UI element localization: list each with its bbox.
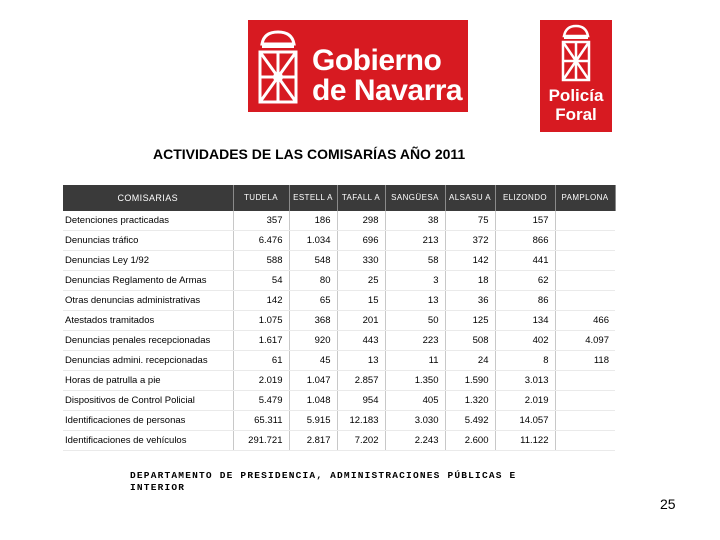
table-cell: 157 xyxy=(495,211,555,231)
table-cell: 443 xyxy=(337,331,385,351)
table-cell xyxy=(555,411,615,431)
table-cell xyxy=(555,371,615,391)
table-cell: 25 xyxy=(337,271,385,291)
table-cell: 3 xyxy=(385,271,445,291)
table-cell: 62 xyxy=(495,271,555,291)
row-label: Denuncias tráfico xyxy=(63,231,233,251)
table-cell: 38 xyxy=(385,211,445,231)
row-label: Dispositivos de Control Policial xyxy=(63,391,233,411)
table-cell: 2.019 xyxy=(495,391,555,411)
table-cell: 58 xyxy=(385,251,445,271)
table-cell: 45 xyxy=(289,351,337,371)
column-header: ESTELL A xyxy=(289,185,337,211)
table-cell xyxy=(555,271,615,291)
table-cell: 5.492 xyxy=(445,411,495,431)
table-cell: 1.075 xyxy=(233,311,289,331)
table-cell: 372 xyxy=(445,231,495,251)
table-cell: 65.311 xyxy=(233,411,289,431)
table-cell: 80 xyxy=(289,271,337,291)
table-cell: 7.202 xyxy=(337,431,385,451)
table-row xyxy=(63,331,615,351)
page-title: ACTIVIDADES DE LAS COMISARÍAS AÑO 2011 xyxy=(153,146,466,162)
column-header: ALSASU A xyxy=(445,185,495,211)
table-cell: 5.479 xyxy=(233,391,289,411)
table-cell: 1.617 xyxy=(233,331,289,351)
table-cell: 13 xyxy=(337,351,385,371)
table-cell: 8 xyxy=(495,351,555,371)
table-row xyxy=(63,291,615,311)
table-cell: 3.013 xyxy=(495,371,555,391)
row-label: Denuncias Reglamento de Armas xyxy=(63,271,233,291)
table-cell: 291.721 xyxy=(233,431,289,451)
table-row xyxy=(63,211,615,231)
table-header-row xyxy=(63,185,615,211)
navarra-chains-emblem-icon xyxy=(560,24,592,82)
table-cell: 954 xyxy=(337,391,385,411)
table-cell: 118 xyxy=(555,351,615,371)
table-cell: 1.047 xyxy=(289,371,337,391)
table-cell xyxy=(555,431,615,451)
column-header: SANGÜESA xyxy=(385,185,445,211)
table-cell: 186 xyxy=(289,211,337,231)
department-footer: DEPARTAMENTO DE PRESIDENCIA, ADMINISTRACIONES PÚBLICAS E INTERIOR xyxy=(130,470,517,493)
table-cell: 142 xyxy=(445,251,495,271)
table-cell: 3.030 xyxy=(385,411,445,431)
activities-table xyxy=(63,185,616,451)
table-cell: 696 xyxy=(337,231,385,251)
table-row xyxy=(63,391,615,411)
logo-text-line1: Policía xyxy=(548,86,604,105)
table-cell: 4.097 xyxy=(555,331,615,351)
table-cell xyxy=(555,231,615,251)
table-row xyxy=(63,431,615,451)
column-header: ELIZONDO xyxy=(495,185,555,211)
row-label: Identificaciones de vehículos xyxy=(63,431,233,451)
table-cell: 14.057 xyxy=(495,411,555,431)
row-label: Horas de patrulla a pie xyxy=(63,371,233,391)
row-label: Denuncias Ley 1/92 xyxy=(63,251,233,271)
table-cell: 213 xyxy=(385,231,445,251)
column-header: TAFALL A xyxy=(337,185,385,211)
row-label: Otras denuncias administrativas xyxy=(63,291,233,311)
row-label: Denuncias admini. recepcionadas xyxy=(63,351,233,371)
table-cell: 1.320 xyxy=(445,391,495,411)
table-cell: 75 xyxy=(445,211,495,231)
table-cell xyxy=(555,251,615,271)
table-cell: 2.857 xyxy=(337,371,385,391)
table-cell: 357 xyxy=(233,211,289,231)
table-cell: 1.350 xyxy=(385,371,445,391)
table-cell: 866 xyxy=(495,231,555,251)
table-cell: 12.183 xyxy=(337,411,385,431)
table-cell xyxy=(555,291,615,311)
table-cell: 2.817 xyxy=(289,431,337,451)
column-header: PAMPLONA xyxy=(555,185,615,211)
table-cell: 441 xyxy=(495,251,555,271)
column-header: TUDELA xyxy=(233,185,289,211)
table-cell: 11 xyxy=(385,351,445,371)
logo-text-line1: Gobierno xyxy=(312,44,442,77)
table-cell: 142 xyxy=(233,291,289,311)
table-row xyxy=(63,231,615,251)
table-cell: 508 xyxy=(445,331,495,351)
table-row xyxy=(63,411,615,431)
table-cell xyxy=(555,391,615,411)
row-label: Atestados tramitados xyxy=(63,311,233,331)
table-cell: 548 xyxy=(289,251,337,271)
row-label: Detenciones practicadas xyxy=(63,211,233,231)
table-cell: 125 xyxy=(445,311,495,331)
table-cell xyxy=(555,211,615,231)
table-cell: 61 xyxy=(233,351,289,371)
gobierno-navarra-logo xyxy=(248,20,468,112)
row-label: Identificaciones de personas xyxy=(63,411,233,431)
table-cell: 466 xyxy=(555,311,615,331)
table-cell: 2.243 xyxy=(385,431,445,451)
table-cell: 5.915 xyxy=(289,411,337,431)
table-cell: 134 xyxy=(495,311,555,331)
navarra-chains-emblem-icon xyxy=(256,28,300,106)
table-cell: 13 xyxy=(385,291,445,311)
page-number: 25 xyxy=(660,496,676,512)
table-cell: 588 xyxy=(233,251,289,271)
table-cell: 330 xyxy=(337,251,385,271)
table-cell: 2.600 xyxy=(445,431,495,451)
column-header: COMISARIAS xyxy=(63,185,233,211)
table-row xyxy=(63,271,615,291)
table-cell: 50 xyxy=(385,311,445,331)
table-row xyxy=(63,311,615,331)
table-cell: 920 xyxy=(289,331,337,351)
row-label: Denuncias penales recepcionadas xyxy=(63,331,233,351)
table-row xyxy=(63,371,615,391)
table-cell: 223 xyxy=(385,331,445,351)
table-cell: 15 xyxy=(337,291,385,311)
table-cell: 2.019 xyxy=(233,371,289,391)
table-cell: 36 xyxy=(445,291,495,311)
logo-text-line2: Foral xyxy=(555,105,597,124)
table-cell: 86 xyxy=(495,291,555,311)
table-cell: 18 xyxy=(445,271,495,291)
table-cell: 11.122 xyxy=(495,431,555,451)
table-cell: 6.476 xyxy=(233,231,289,251)
policia-foral-logo xyxy=(540,20,612,132)
logo-text-line2: de Navarra xyxy=(312,74,463,107)
table-cell: 298 xyxy=(337,211,385,231)
table-cell: 1.034 xyxy=(289,231,337,251)
table-cell: 65 xyxy=(289,291,337,311)
table-cell: 1.048 xyxy=(289,391,337,411)
table-cell: 368 xyxy=(289,311,337,331)
table-cell: 402 xyxy=(495,331,555,351)
table-row xyxy=(63,351,615,371)
table-cell: 1.590 xyxy=(445,371,495,391)
table-cell: 405 xyxy=(385,391,445,411)
table-cell: 24 xyxy=(445,351,495,371)
table-cell: 54 xyxy=(233,271,289,291)
table-cell: 201 xyxy=(337,311,385,331)
table-row xyxy=(63,251,615,271)
